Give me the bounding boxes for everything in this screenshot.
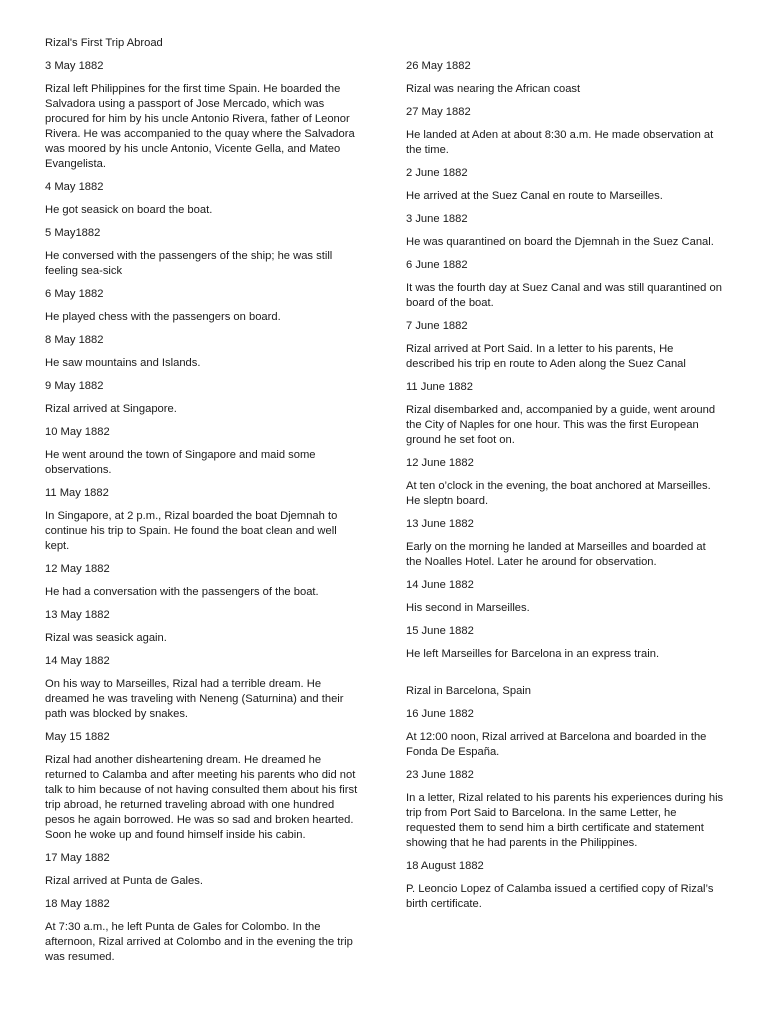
timeline-entry bbox=[406, 517, 724, 570]
timeline-entry bbox=[45, 730, 363, 843]
document-title: Rizal's First Trip Abroad bbox=[45, 37, 163, 49]
entry-text: He had a conversation with the passengers of the boat. bbox=[45, 586, 319, 598]
entry-date: 15 June 1882 bbox=[406, 625, 474, 637]
entry-date: 17 May 1882 bbox=[45, 852, 110, 864]
timeline-entry bbox=[406, 859, 724, 912]
entry-text: In a letter, Rizal related to his parents his experiences during his trip from Port Said to Barcelona. In the same Letter, he requested them to send him a birth certificate and statement showing that he had parents in the Philippines. bbox=[406, 792, 724, 849]
entry-date: 18 May 1882 bbox=[45, 898, 110, 910]
entry-text: He was quarantined on board the Djemnah in the Suez Canal. bbox=[406, 236, 714, 248]
entry-date: 3 May 1882 bbox=[45, 60, 104, 72]
entry-text: He got seasick on board the boat. bbox=[45, 204, 213, 216]
timeline-entry bbox=[406, 456, 724, 509]
entry-text: Rizal left Philippines for the first time Spain. He boarded the Salvadora using a passport of Jose Mercado, which was procured for him by his uncle Antonio Rivera, father of Leonor Rivera. He was accompanied to the quay where the Salvadora was moored by his uncle Antonio, Vicente Gella, and Mateo Evangelista. bbox=[45, 83, 355, 170]
entry-date: 13 June 1882 bbox=[406, 518, 474, 530]
timeline-entry bbox=[406, 768, 724, 851]
left-column bbox=[45, 36, 363, 973]
entry-text: He left Marseilles for Barcelona in an express train. bbox=[406, 648, 660, 660]
entry-text: He arrived at the Suez Canal en route to Marseilles. bbox=[406, 190, 663, 202]
entry-date: 14 June 1882 bbox=[406, 579, 474, 591]
entry-text: Rizal disembarked and, accompanied by a guide, went around the City of Naples for one hour. This was the first European ground he set foot on. bbox=[406, 404, 716, 446]
entry-text: Rizal arrived at Port Said. In a letter to his parents, He described his trip en route to Aden along the Suez Canal bbox=[406, 343, 686, 370]
timeline-entry bbox=[406, 59, 724, 97]
timeline-entry bbox=[45, 486, 363, 554]
timeline-entry bbox=[406, 380, 724, 448]
entry-date: 5 May1882 bbox=[45, 227, 101, 239]
right-column bbox=[406, 59, 724, 920]
entry-text: He landed at Aden at about 8:30 a.m. He made observation at the time. bbox=[406, 129, 714, 156]
entry-date: 8 May 1882 bbox=[45, 334, 104, 346]
entry-text: Rizal arrived at Punta de Gales. bbox=[45, 875, 203, 887]
timeline-entry bbox=[406, 258, 724, 311]
entry-text: Rizal was seasick again. bbox=[45, 632, 167, 644]
entry-date: 23 June 1882 bbox=[406, 769, 474, 781]
timeline-entry bbox=[45, 287, 363, 325]
entry-text: At ten o’clock in the evening, the boat anchored at Marseilles. He sleptn board. bbox=[406, 480, 711, 507]
entry-date: 18 August 1882 bbox=[406, 860, 484, 872]
timeline-entry bbox=[45, 562, 363, 600]
entry-text: In Singapore, at 2 p.m., Rizal boarded the boat Djemnah to continue his trip to Spain. He found the boat clean and well kept. bbox=[45, 510, 338, 552]
entry-date: May 15 1882 bbox=[45, 731, 110, 743]
entry-text: At 7:30 a.m., he left Punta de Gales for Colombo. In the afternoon, Rizal arrived at Colombo and in the evening the trip was resumed. bbox=[45, 921, 353, 963]
barcelona-entry-list bbox=[406, 707, 724, 912]
timeline-entry bbox=[45, 226, 363, 279]
entry-date: 2 June 1882 bbox=[406, 167, 468, 179]
entry-date: 14 May 1882 bbox=[45, 655, 110, 667]
entry-date: 7 June 1882 bbox=[406, 320, 468, 332]
entry-text: He saw mountains and Islands. bbox=[45, 357, 201, 369]
entry-date: 12 May 1882 bbox=[45, 563, 110, 575]
timeline-entry bbox=[406, 319, 724, 372]
timeline-entry bbox=[45, 608, 363, 646]
entry-date: 9 May 1882 bbox=[45, 380, 104, 392]
section-title-barcelona: Rizal in Barcelona, Spain bbox=[406, 685, 531, 697]
entry-text: He went around the town of Singapore and maid some observations. bbox=[45, 449, 316, 476]
entry-text: P. Leoncio Lopez of Calamba issued a certified copy of Rizal’s birth certificate. bbox=[406, 883, 714, 910]
entry-text: Rizal arrived at Singapore. bbox=[45, 403, 177, 415]
timeline-entry bbox=[45, 379, 363, 417]
entry-date: 6 June 1882 bbox=[406, 259, 468, 271]
entry-date: 12 June 1882 bbox=[406, 457, 474, 469]
entry-date: 6 May 1882 bbox=[45, 288, 104, 300]
entry-text: He conversed with the passengers of the ship; he was still feeling sea-sick bbox=[45, 250, 333, 277]
entry-date: 26 May 1882 bbox=[406, 60, 471, 72]
entry-text: Rizal was nearing the African coast bbox=[406, 83, 581, 95]
entry-date: 13 May 1882 bbox=[45, 609, 110, 621]
timeline-entry bbox=[45, 59, 363, 172]
timeline-entry bbox=[45, 851, 363, 889]
entry-text: On his way to Marseilles, Rizal had a terrible dream. He dreamed he was traveling with Neneng (Saturnina) and their path was blocked by snakes. bbox=[45, 678, 344, 720]
entry-date: 11 May 1882 bbox=[45, 487, 109, 499]
entry-date: 27 May 1882 bbox=[406, 106, 471, 118]
entry-text: It was the fourth day at Suez Canal and was still quarantined on board of the boat. bbox=[406, 282, 722, 309]
right-entry-list bbox=[406, 59, 724, 662]
entry-text: At 12:00 noon, Rizal arrived at Barcelona and boarded in the Fonda De España. bbox=[406, 731, 707, 758]
entry-text: Early on the morning he landed at Marseilles and boarded at the Noalles Hotel. Later he around for observation. bbox=[406, 541, 706, 568]
timeline-entry bbox=[45, 654, 363, 722]
timeline-entry bbox=[406, 624, 724, 662]
entry-text: His second in Marseilles. bbox=[406, 602, 530, 614]
entry-text: He played chess with the passengers on board. bbox=[45, 311, 281, 323]
timeline-entry bbox=[45, 333, 363, 371]
entry-text: Rizal had another disheartening dream. He dreamed he returned to Calamba and after meeting his parents who did not talk to him because of not having consulted them about his first trip abroad, he returned traveling abroad with one hundred pesos he again borrowed. He was so sad and broken hearted. Soon he woke up and found himself inside his cabin. bbox=[45, 754, 358, 841]
timeline-entry bbox=[406, 707, 724, 760]
timeline-entry bbox=[45, 425, 363, 478]
timeline-entry bbox=[406, 166, 724, 204]
timeline-entry bbox=[45, 180, 363, 218]
entry-date: 3 June 1882 bbox=[406, 213, 468, 225]
entry-date: 16 June 1882 bbox=[406, 708, 474, 720]
timeline-entry bbox=[45, 897, 363, 965]
timeline-entry bbox=[406, 212, 724, 250]
left-entry-list bbox=[45, 59, 363, 965]
entry-date: 4 May 1882 bbox=[45, 181, 104, 193]
entry-date: 11 June 1882 bbox=[406, 381, 473, 393]
timeline-entry bbox=[406, 578, 724, 616]
entry-date: 10 May 1882 bbox=[45, 426, 110, 438]
timeline-entry bbox=[406, 105, 724, 158]
